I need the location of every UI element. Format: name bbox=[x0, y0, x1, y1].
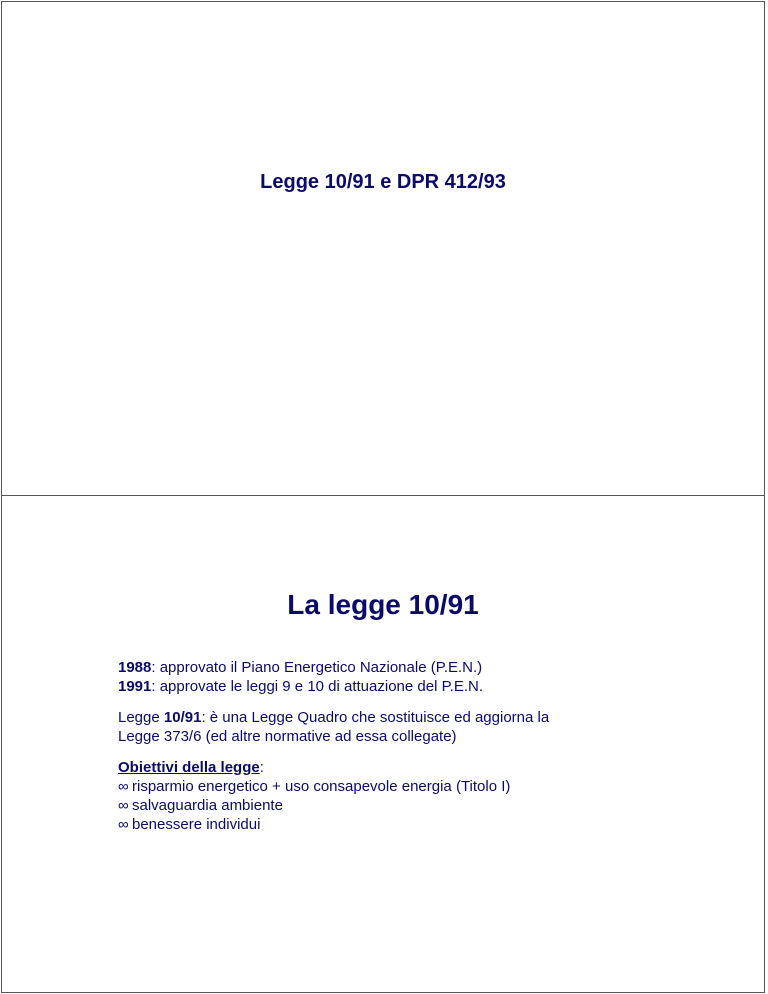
legge-line-1 bbox=[118, 708, 738, 727]
history-year: 1991 bbox=[118, 678, 152, 695]
objectives-colon: : bbox=[259, 759, 264, 776]
objective-item bbox=[118, 815, 738, 834]
slide-2-body bbox=[118, 658, 738, 846]
history-text: : approvato il Piano Energetico Nazionale (P.E.N.) bbox=[151, 659, 483, 676]
objectives-heading: Obiettivi della legge bbox=[118, 759, 260, 776]
history-text: : approvate le leggi 9 e 10 di attuazione del P.E.N. bbox=[151, 678, 483, 695]
legge-line-2: Legge 373/6 (ed altre normative ad essa collegate) bbox=[118, 728, 457, 745]
infinity-bullet-icon: ∞ bbox=[118, 797, 129, 814]
legge-paragraph bbox=[118, 708, 738, 746]
slide-2-title: La legge 10/91 bbox=[287, 589, 479, 620]
infinity-bullet-icon: ∞ bbox=[118, 816, 129, 833]
legge-prefix: Legge bbox=[118, 709, 164, 726]
slide-1-title: Legge 10/91 e DPR 412/93 bbox=[260, 171, 506, 193]
history-line-1991 bbox=[118, 677, 738, 696]
objectives-heading-line bbox=[118, 758, 738, 777]
slide-2 bbox=[1, 495, 765, 993]
history-line-1988 bbox=[118, 658, 738, 677]
objective-item bbox=[118, 777, 738, 796]
objectives-paragraph bbox=[118, 758, 738, 834]
legge-description: : è una Legge Quadro che sostituisce ed aggiorna la bbox=[201, 709, 550, 726]
slide-1 bbox=[1, 1, 765, 496]
objective-text: salvaguardia ambiente bbox=[132, 797, 283, 814]
infinity-bullet-icon: ∞ bbox=[118, 778, 129, 795]
legge-number: 10/91 bbox=[163, 709, 202, 726]
objective-item bbox=[118, 796, 738, 815]
history-paragraph bbox=[118, 658, 738, 696]
objective-text: risparmio energetico + uso consapevole energia (Titolo I) bbox=[132, 778, 511, 795]
objective-text: benessere individui bbox=[132, 816, 261, 833]
history-year: 1988 bbox=[118, 659, 152, 676]
